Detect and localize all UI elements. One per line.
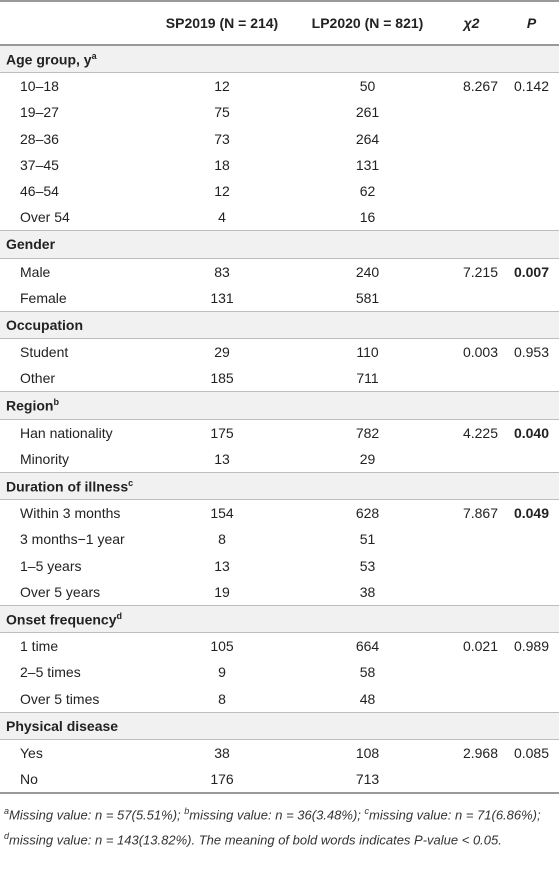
table-row (0, 419, 559, 446)
group-footnote-marker: a (91, 50, 97, 61)
cell-p-value (504, 553, 559, 579)
table-row (0, 339, 559, 366)
header-chi-square: χ2 (439, 1, 504, 45)
cell-sp2019: 13 (214, 557, 230, 574)
cell-p-value (504, 152, 559, 178)
cell-p-value (504, 446, 559, 473)
cell-lp2020: 58 (359, 664, 376, 681)
group-heading (0, 311, 559, 338)
cell-lp2020: 628 (355, 505, 380, 522)
row-label: Over 5 times (20, 690, 100, 707)
table-body (0, 45, 559, 792)
table-row (0, 633, 559, 660)
cell-lp2020: 264 (355, 130, 380, 147)
cell-sp2019: 131 (210, 289, 234, 306)
group-heading (0, 473, 559, 500)
cell-chi-square (439, 178, 504, 204)
cell-p-value: 0.007 (513, 263, 549, 280)
footnote-b-marker: b (184, 806, 190, 817)
group-row (0, 605, 559, 632)
header-row (0, 1, 559, 45)
cell-sp2019: 8 (218, 531, 226, 548)
cell-sp2019: 105 (210, 638, 234, 655)
cell-chi-square: 0.003 (462, 344, 498, 361)
cell-sp2019: 175 (210, 424, 234, 441)
cell-chi-square (439, 686, 504, 713)
cell-lp2020: 240 (355, 263, 380, 280)
cell-sp2019: 73 (214, 130, 230, 147)
cell-p-value (504, 178, 559, 204)
cell-chi-square (439, 766, 504, 792)
group-row (0, 311, 559, 338)
cell-p-value (504, 579, 559, 606)
row-label: 46–54 (20, 183, 59, 200)
footnote-a-text: Missing value: n = 57(5.51%); (9, 807, 185, 823)
cell-lp2020: 16 (359, 209, 376, 226)
cell-sp2019: 12 (214, 78, 230, 95)
table-row (0, 365, 559, 392)
cell-lp2020: 131 (355, 156, 380, 173)
cell-chi-square: 0.021 (462, 638, 498, 655)
cell-lp2020: 38 (359, 583, 376, 600)
row-label: Within 3 months (20, 505, 121, 522)
group-heading (0, 712, 559, 739)
cell-lp2020: 62 (359, 183, 376, 200)
header-p-value: P (504, 1, 559, 45)
cell-chi-square (439, 579, 504, 606)
cell-chi-square (439, 152, 504, 178)
header-lp2020: LP2020 (N = 821) (296, 1, 439, 45)
group-label: Duration of illness (6, 478, 129, 495)
cell-lp2020: 50 (359, 78, 376, 95)
row-label: Female (20, 289, 67, 306)
row-label: Yes (20, 744, 43, 761)
group-label: Gender (6, 236, 56, 253)
cell-chi-square: 8.267 (462, 78, 498, 95)
cell-lp2020: 51 (359, 531, 376, 548)
cell-sp2019: 19 (214, 583, 230, 600)
cell-lp2020: 261 (355, 104, 380, 121)
table-row (0, 579, 559, 606)
group-row (0, 231, 559, 258)
cell-sp2019: 18 (214, 156, 230, 173)
cell-chi-square (439, 285, 504, 312)
footnote-b-text: missing value: n = 36(3.48%); (189, 807, 365, 823)
table-footnote (0, 792, 559, 850)
cell-lp2020: 581 (355, 289, 380, 306)
cell-chi-square (439, 659, 504, 685)
cell-sp2019: 154 (210, 505, 234, 522)
cell-lp2020: 108 (355, 744, 380, 761)
cell-sp2019: 176 (210, 771, 234, 788)
cell-chi-square (439, 526, 504, 552)
group-label: Region (6, 397, 54, 414)
row-label: 10–18 (20, 78, 59, 95)
row-label: 19–27 (20, 104, 59, 121)
cell-sp2019: 83 (214, 263, 230, 280)
row-label: No (20, 771, 38, 788)
cell-p-value (504, 285, 559, 312)
cell-p-value: 0.953 (513, 344, 549, 361)
cell-p-value: 0.142 (513, 78, 549, 95)
group-heading (0, 392, 559, 419)
table-row (0, 500, 559, 527)
cell-lp2020: 711 (356, 370, 379, 387)
table-row (0, 99, 559, 125)
footnote-c-marker: c (364, 806, 369, 817)
table-row (0, 285, 559, 312)
cell-lp2020: 664 (355, 638, 380, 655)
group-footnote-marker: c (128, 477, 134, 488)
row-label: 3 months−1 year (20, 531, 125, 548)
table-header (0, 1, 559, 45)
group-footnote-marker: d (116, 610, 122, 621)
row-label: 28–36 (20, 130, 59, 147)
cell-sp2019: 9 (218, 664, 226, 681)
group-heading (0, 231, 559, 258)
group-row (0, 45, 559, 73)
table-row (0, 659, 559, 685)
row-label: 37–45 (20, 156, 59, 173)
group-row (0, 473, 559, 500)
cell-sp2019: 13 (214, 450, 230, 467)
row-label: 1 time (20, 638, 59, 655)
cell-sp2019: 8 (218, 690, 226, 707)
cell-chi-square (439, 126, 504, 152)
row-label: Over 54 (20, 209, 70, 226)
header-sp2019: SP2019 (N = 214) (148, 1, 296, 45)
cell-lp2020: 782 (355, 424, 380, 441)
cell-chi-square (439, 446, 504, 473)
footnote-a-marker: a (4, 806, 10, 817)
row-label: 2–5 times (20, 664, 81, 681)
group-label: Physical disease (6, 717, 119, 734)
table-row (0, 766, 559, 792)
group-label: Occupation (6, 316, 84, 333)
row-label: 1–5 years (20, 557, 82, 574)
cell-p-value (504, 99, 559, 125)
cell-chi-square (439, 204, 504, 231)
cell-p-value (504, 204, 559, 231)
cell-sp2019: 38 (214, 744, 230, 761)
row-label: Han nationality (20, 424, 113, 441)
cell-chi-square (439, 365, 504, 392)
table-row (0, 204, 559, 231)
cell-lp2020: 713 (355, 771, 380, 788)
cell-p-value: 0.085 (513, 744, 549, 761)
table-row (0, 526, 559, 552)
cell-p-value: 0.049 (513, 505, 549, 522)
cell-lp2020: 53 (359, 557, 376, 574)
table-row (0, 686, 559, 713)
table-row (0, 258, 559, 285)
cell-chi-square: 2.968 (462, 744, 498, 761)
footnote-c-text: missing value: n = 71(6.86%); (369, 807, 541, 823)
cell-chi-square (439, 553, 504, 579)
cell-p-value (504, 686, 559, 713)
cell-chi-square: 7.867 (462, 505, 498, 522)
row-label: Other (20, 370, 56, 387)
cell-chi-square (439, 99, 504, 125)
cell-sp2019: 75 (214, 104, 230, 121)
cell-p-value (504, 659, 559, 685)
group-heading (0, 605, 559, 632)
cell-lp2020: 48 (359, 690, 376, 707)
group-heading (0, 45, 559, 73)
table-row (0, 73, 559, 100)
row-label: Student (20, 344, 69, 361)
table-row (0, 739, 559, 766)
cell-sp2019: 12 (214, 183, 230, 200)
group-row (0, 392, 559, 419)
cell-p-value (504, 365, 559, 392)
group-footnote-marker: b (53, 397, 59, 408)
cell-lp2020: 110 (356, 344, 379, 361)
cell-sp2019: 4 (218, 209, 226, 226)
table-row (0, 152, 559, 178)
cell-chi-square: 7.215 (462, 263, 498, 280)
table-row (0, 178, 559, 204)
row-label: Over 5 years (20, 583, 101, 600)
cell-chi-square: 4.225 (462, 424, 498, 441)
group-row (0, 712, 559, 739)
cell-p-value (504, 526, 559, 552)
group-label: Age group, y (6, 51, 92, 68)
cell-sp2019: 29 (214, 344, 230, 361)
footnote-d-marker: d (4, 830, 10, 841)
table-row (0, 553, 559, 579)
cell-p-value: 0.040 (513, 424, 549, 441)
table-row (0, 446, 559, 473)
row-label: Minority (20, 450, 70, 467)
table-row (0, 126, 559, 152)
footnote-d-text: missing value: n = 143(13.82%). The meaning of bold words indicates P-value < 0.05. (9, 831, 502, 847)
header-label-column (0, 1, 148, 45)
cell-p-value: 0.989 (513, 638, 549, 655)
group-label: Onset frequency (6, 611, 117, 628)
cell-lp2020: 29 (359, 450, 376, 467)
cell-p-value (504, 126, 559, 152)
cell-sp2019: 185 (210, 370, 234, 387)
cell-p-value (504, 766, 559, 792)
row-label: Male (20, 263, 51, 280)
